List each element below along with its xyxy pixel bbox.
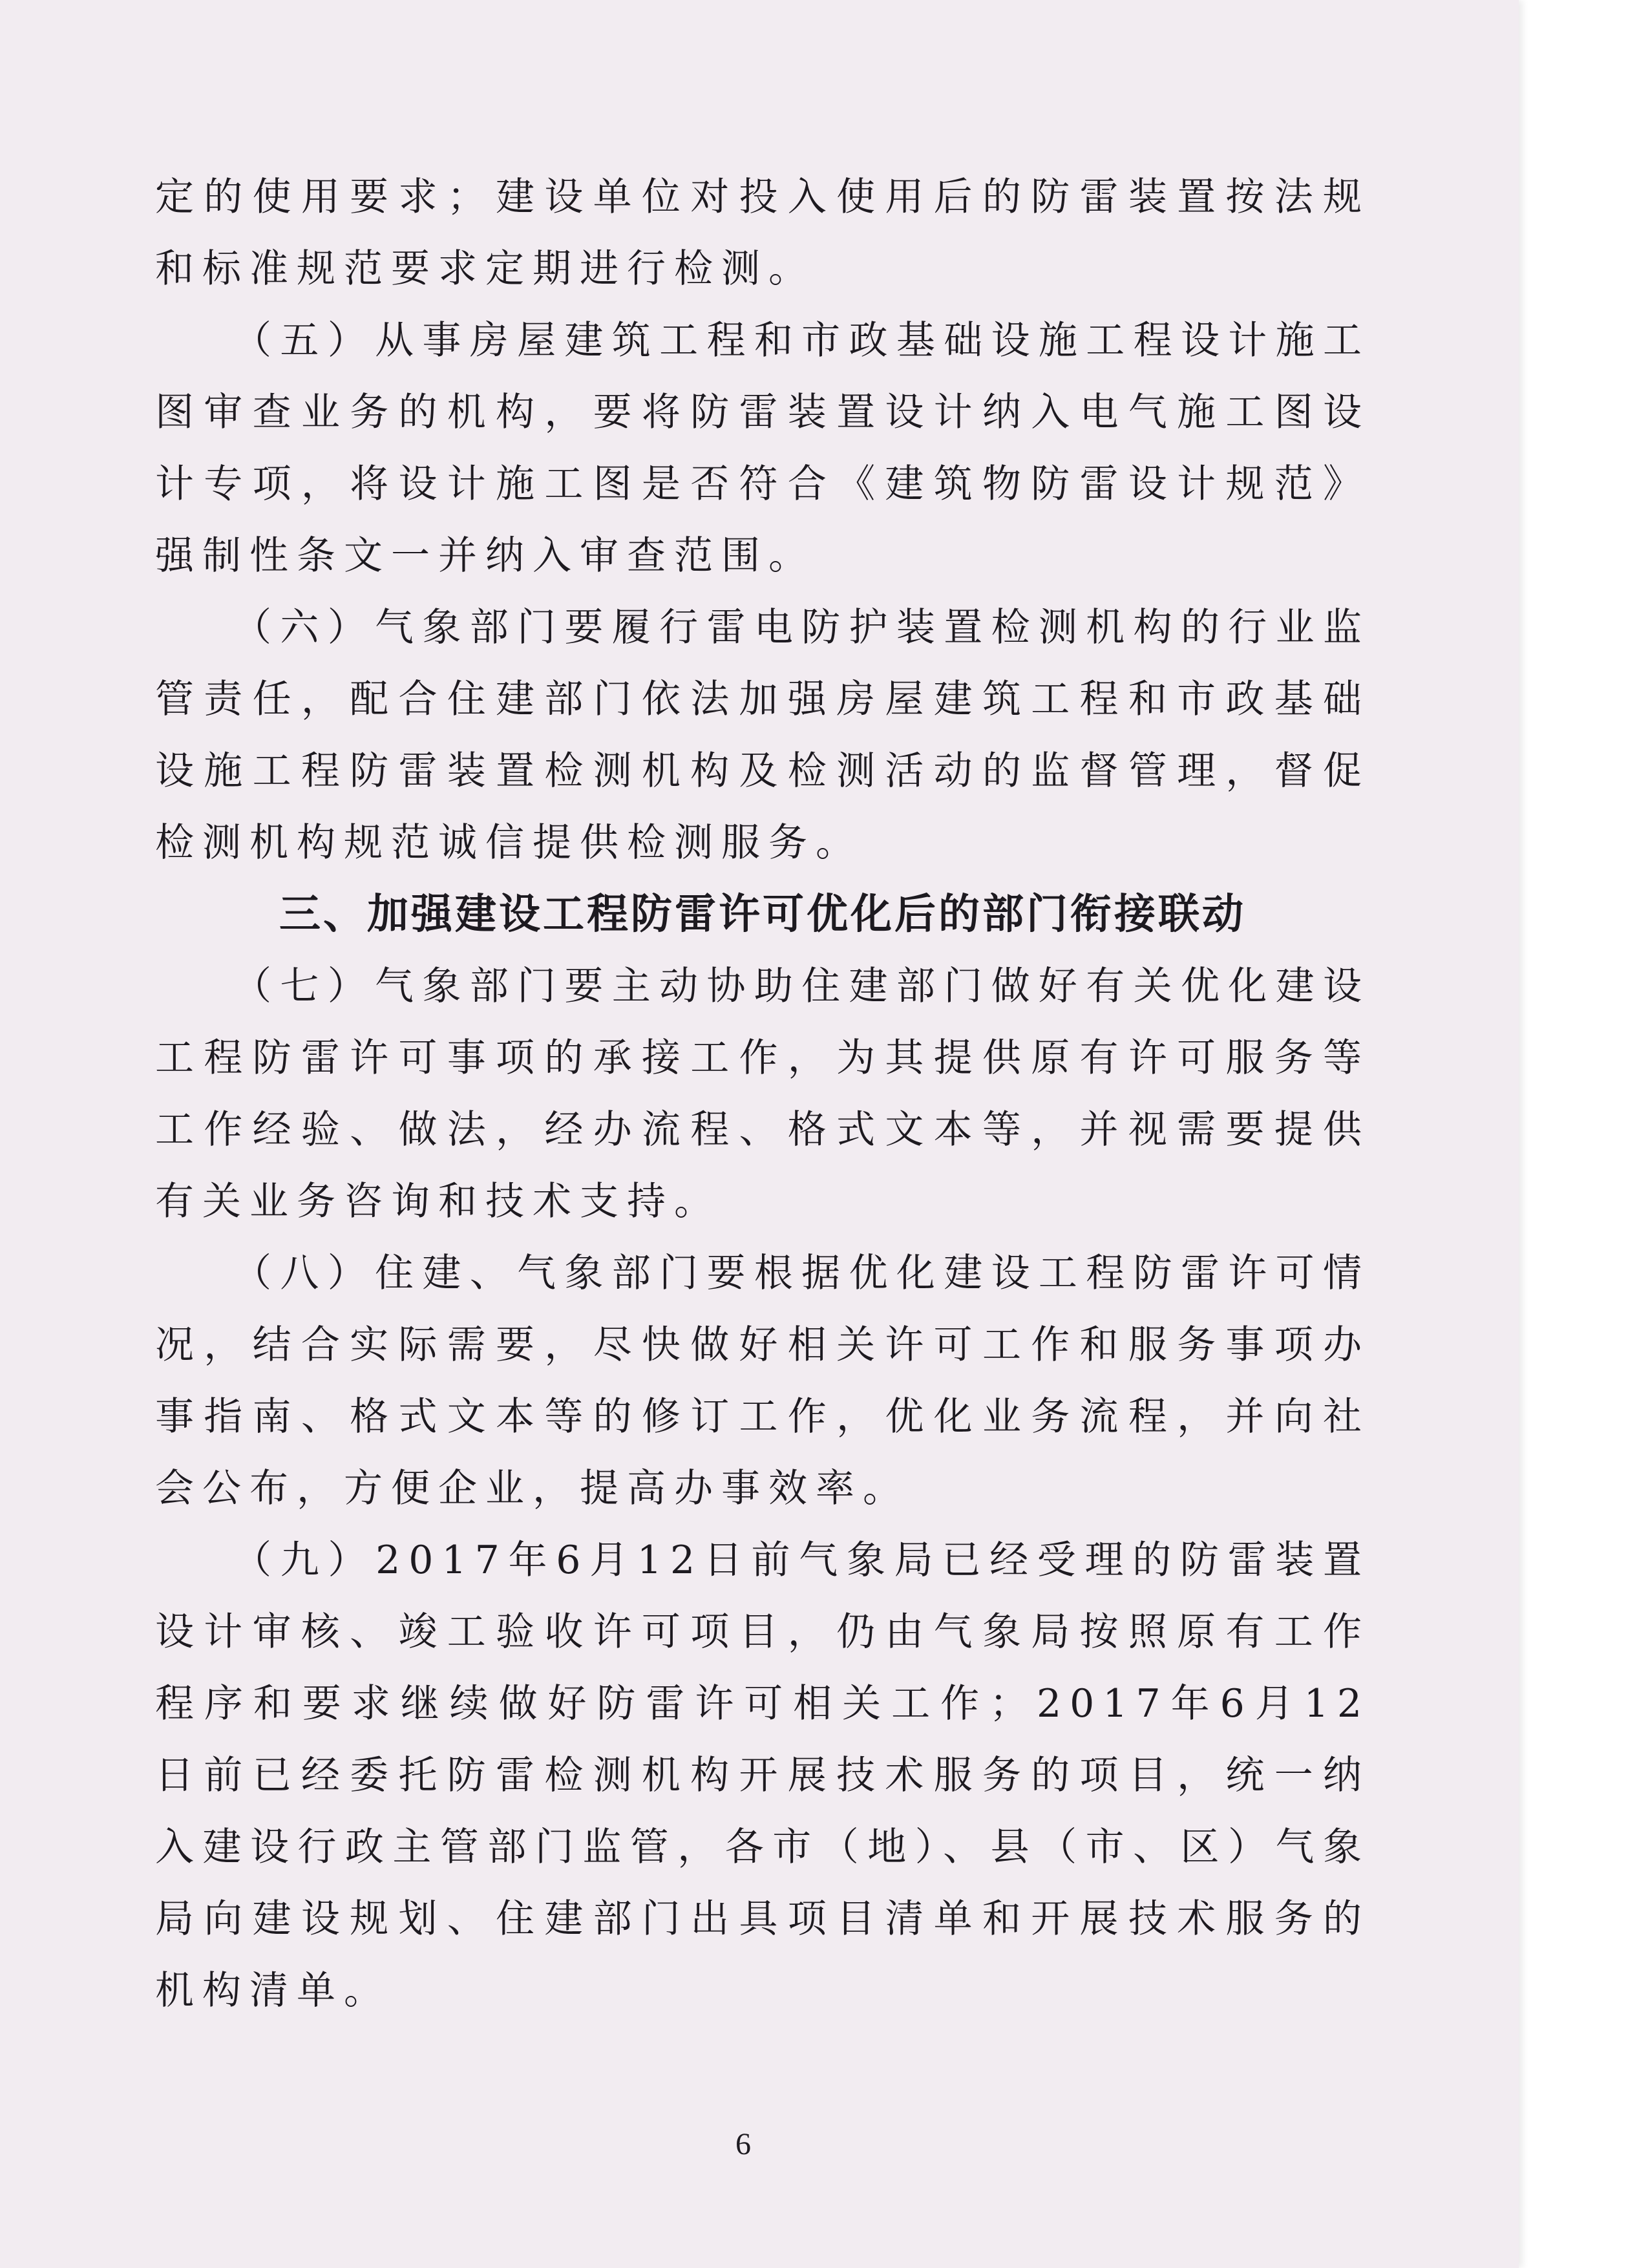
section-heading-3: 三、加强建设工程防雷许可优化后的部门衔接联动 [279,891,1246,938]
paragraph-item-6: （六）气象部门要履行雷电防护装置检测机构的行业监管责任，配合住建部门依法加强房屋建筑工程和市政基础设施工程防雷装置检测机构及检测活动的监督管理，督促检测机构规范诚信提供检测服务。 [155,605,1370,865]
document-body [155,162,1370,2027]
paragraph-continuation: 定的使用要求；建设单位对投入使用后的防雷装置按法规和标准规范要求定期进行检测。 [155,175,1370,291]
paragraph-item-5: （五）从事房屋建筑工程和市政基础设施工程设计施工图审查业务的机构，要将防雷装置设计纳入电气施工图设计专项，将设计施工图是否符合《建筑物防雷设计规范》强制性条文一并纳入审查范围。 [155,318,1370,578]
paragraph-item-9: （九）2017年6月12日前气象局已经受理的防雷装置设计审核、竣工验收许可项目，仍由气象局按照原有工作程序和要求继续做好防雷许可相关工作；2017年6月12日前已经委托防雷检测机构开展技术服务的项目，统一纳入建设行政主管部门监管，各市（地）、县（市、区）气象局向建设规划、住建部门出具项目清单和开展技术服务的机构清单。 [155,1538,1370,2013]
page-number: 6 [735,2127,751,2161]
paragraph-item-7: （七）气象部门要主动协助住建部门做好有关优化建设工程防雷许可事项的承接工作，为其提供原有许可服务等工作经验、做法，经办流程、格式文本等，并视需要提供有关业务咨询和技术支持。 [155,964,1370,1224]
paragraph-item-8: （八）住建、气象部门要根据优化建设工程防雷许可情况，结合实际需要，尽快做好相关许可工作和服务事项办事指南、格式文本等的修订工作，优化业务流程，并向社会公布，方便企业，提高办事效率。 [155,1251,1370,1511]
